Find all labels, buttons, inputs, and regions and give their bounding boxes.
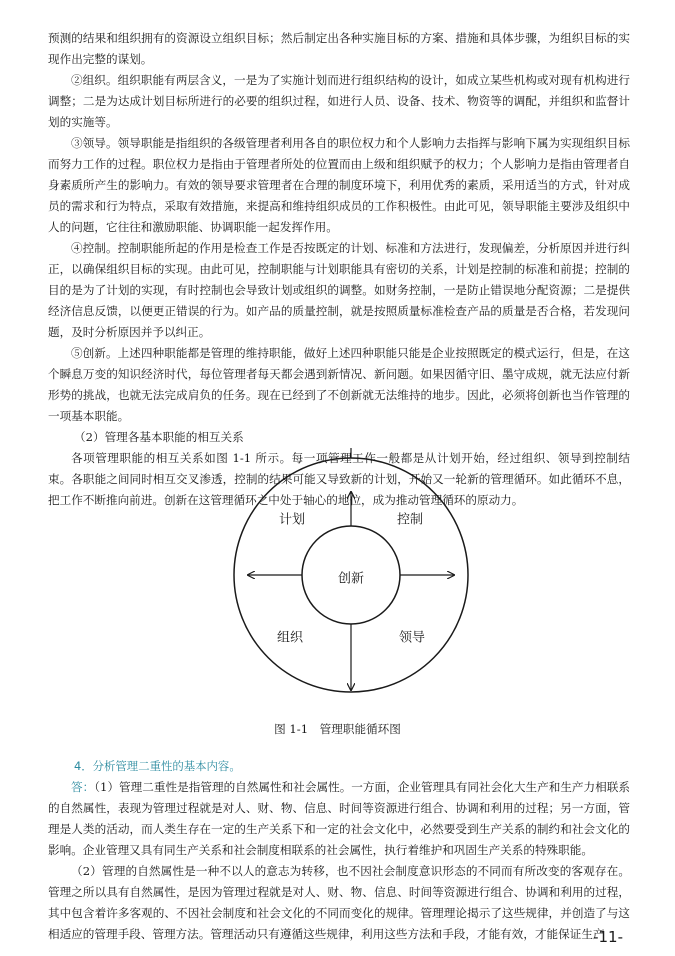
- body-text-bottom: [48, 756, 630, 945]
- label-innovation: 创新: [337, 571, 365, 587]
- page-number: -11-: [593, 928, 623, 946]
- paragraph-innovation: ⑤创新。上述四种职能都是管理的维持职能，做好上述四种职能只能是企业按照既定的模式运行，但是，在这个瞬息万变的知识经济时代，每位管理者每天都会遇到新情况、新问题。如果因循守旧、墨守成规，就无法应付新形势的挑战，也就无法完成肩负的任务。现在已经到了不创新就无法维持的地步。因此，必须将创新也当作管理的一项基本职能。: [48, 346, 630, 423]
- cycle-diagram-svg: [230, 442, 472, 708]
- section-subheading: （2）管理各基本职能的相互关系: [74, 430, 244, 444]
- paragraph-relationship: 各项管理职能的相互关系如图 1-1 所示。每一项管理工作一般都是从计划开始，经过组织、领导到控制结束。各职能之间同时相互交叉渗透，控制的结果可能又导致新的计划，开始又一轮新的管理循环。如此循环不息，把工作不断推向前进。创新在这管理循环之中处于轴心的地位，成为推动管理循环的原动力。: [48, 451, 630, 507]
- label-plan: 计划: [278, 512, 306, 528]
- label-control: 控制: [396, 512, 424, 528]
- figure-caption: 图 1-1 管理职能循环图: [274, 722, 401, 736]
- management-cycle-diagram: [230, 442, 472, 708]
- paragraph-planning-tail: 预测的结果和组织拥有的资源设立组织目标；然后制定出各种实施目标的方案、措施和具体步骤，为组织目标的实现作出完整的谋划。: [48, 31, 630, 66]
- answer-part-2: （2）管理的自然属性是一种不以人的意志为转移，也不因社会制度意识形态的不同而有所改变的客观存在。管理之所以具有自然属性，是因为管理过程就是对人、财、物、信息、时间等资源进行组合、协调和利用的过程，其中包含着许多客观的、不因社会制度和社会文化的不同而变化的规律。管理理论揭示了这些规律，并创造了与这相适应的管理手段、管理方法。管理活动只有遵循这些规律，利用这些方法和手段，才能有效，才能保证生产: [48, 864, 630, 941]
- paragraph-lead: ③领导。领导职能是指组织的各级管理者利用各自的职位权力和个人影响力去指挥与影响下属为实现组织目标而努力工作的过程。职位权力是指由于管理者所处的位置而由上级和组织赋予的权力；个人影响力是指由管理者自身素质所产生的影响力。有效的领导要求管理者在合理的制度环境下，利用优秀的素质，采用适当的方式，针对成员的需求和行为特点，采取有效措施，来提高和维持组织成员的工作积极性。由此可见，领导职能主要涉及组织中人的问题，它往往和激励职能、协调职能一起发挥作用。: [48, 136, 630, 234]
- question-title: 4．分析管理二重性的基本内容。: [74, 759, 241, 773]
- answer-label: 答：: [71, 780, 95, 794]
- paragraph-control: ④控制。控制职能所起的作用是检查工作是否按既定的计划、标准和方法进行，发现偏差，分析原因并进行纠正，以确保组织目标的实现。由此可见，控制职能与计划职能具有密切的关系，计划是控制的标准和前提；控制的目的是为了计划的实现，有时控制也会导致计划或组织的调整。如财务控制，一是防止错误地分配资源；二是提供经济信息反馈，以便更正错误的行为。如产品的质量控制，就是按照质量标准检查产品的质量是否合格，若发现问题，及时分析原因并予以纠正。: [48, 241, 630, 339]
- label-organize: 组织: [276, 630, 304, 646]
- label-lead: 领导: [398, 630, 426, 646]
- answer-part-1: [48, 777, 630, 861]
- paragraph-organize: ②组织。组织职能有两层含义，一是为了实施计划而进行组织结构的设计，如成立某些机构或对现有机构进行调整；二是为达成计划目标所进行的必要的组织过程，如进行人员、设备、技术、物资等的调配，并组织和监督计划的实施等。: [48, 73, 630, 129]
- answer-text-1: （1）管理二重性是指管理的自然属性和社会属性。一方面，企业管理具有同社会化大生产和生产力相联系的自然属性，表现为管理过程就是对人、财、物、信息、时间等资源进行组合、协调和利用的过程；另一方面，管理是人类的活动，而人类生存在一定的生产关系下和一定的社会文化中，必然要受到生产关系的制约和社会文化的影响。企业管理又具有同生产关系和社会制度相联系的社会属性，执行着维护和巩固生产关系的特殊职能。: [48, 780, 630, 857]
- body-text-top: [48, 28, 630, 511]
